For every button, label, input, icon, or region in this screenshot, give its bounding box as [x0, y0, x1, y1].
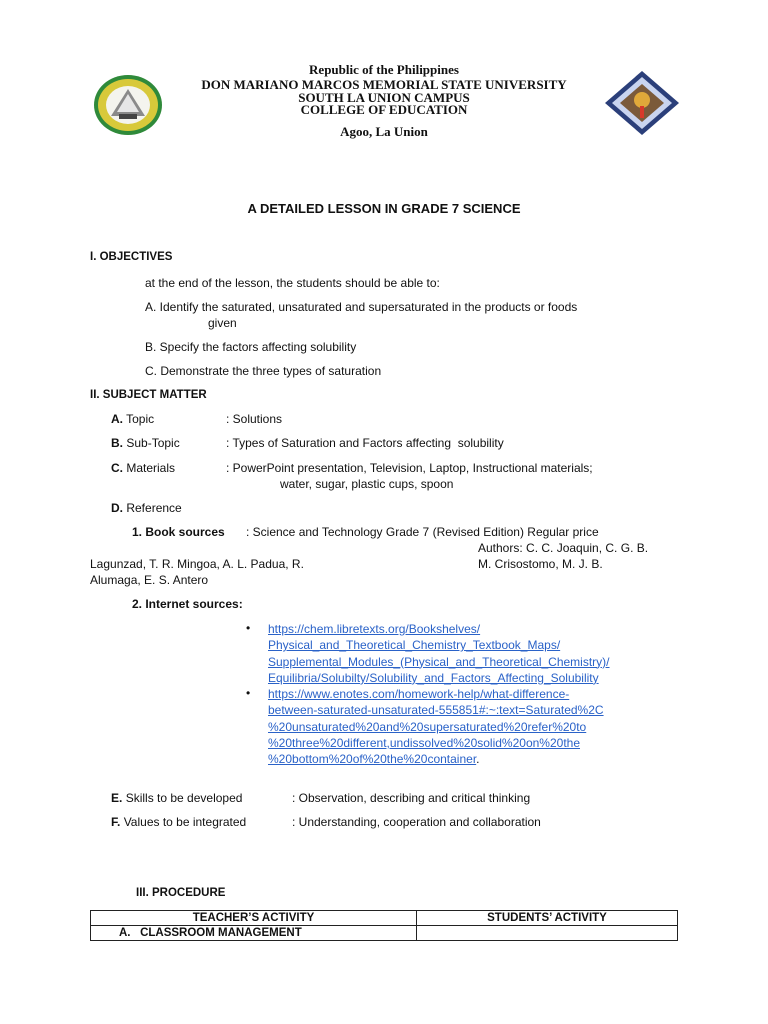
link-1-line-3[interactable]: Supplemental_Modules_(Physical_and_Theoretical_Chemistry)/ [268, 654, 610, 669]
subject-matter-heading: II. SUBJECT MATTER [90, 389, 207, 401]
subtopic-letter: B. [111, 436, 123, 450]
students-activity-header: STUDENTS’ ACTIVITY [417, 911, 678, 926]
topic-value: : Solutions [226, 412, 283, 426]
topic-row [111, 412, 154, 426]
values-row [111, 815, 246, 829]
bullet-1: • [246, 621, 251, 635]
procedure-heading: III. PROCEDURE [136, 887, 226, 899]
link-2-line-4[interactable]: %20three%20different,undissolved%20solid%20on%20the [268, 735, 580, 750]
materials-label: Materials [126, 461, 176, 475]
skills-value: : Observation, describing and critical thinking [292, 791, 531, 805]
authors-line-3: Alumaga, E. S. Antero [90, 573, 209, 587]
document-title: A DETAILED LESSON IN GRADE 7 SCIENCE [247, 201, 521, 216]
header-location: Agoo, La Union [340, 124, 428, 139]
procedure-table [90, 910, 678, 941]
objective-a: A. Identify the saturated, unsaturated and supersaturated in the products or foods [145, 300, 578, 314]
empty-cell [417, 926, 678, 941]
objectives-intro: at the end of the lesson, the students should be able to: [145, 276, 440, 290]
book-sources-value: : Science and Technology Grade 7 (Revised Edition) Regular price [246, 525, 599, 539]
authors-line-2b: M. Crisostomo, M. J. B. [478, 557, 603, 571]
link-2-line-5[interactable]: %20bottom%20of%20the%20container [268, 752, 477, 767]
values-letter: F. [111, 815, 121, 829]
classroom-management-cell: A. CLASSROOM MANAGEMENT [91, 926, 417, 941]
subtopic-value: : Types of Saturation and Factors affecting solubility [226, 436, 504, 450]
subtopic-label: Sub-Topic [126, 436, 180, 450]
subtopic-row [111, 436, 180, 450]
bullet-2: • [246, 686, 251, 700]
internet-link-2[interactable] [268, 686, 604, 767]
objective-c: C. Demonstrate the three types of saturation [145, 364, 382, 378]
link-1-line-4[interactable]: Equilibria/Solubilty/Solubility_and_Factors_Affecting_Solubility [268, 670, 599, 685]
materials-row [111, 461, 175, 475]
link-2-line-3[interactable]: %20unsaturated%20and%20supersaturated%20refer%20to [268, 719, 587, 734]
table-row [91, 926, 678, 941]
objective-b: B. Specify the factors affecting solubility [145, 340, 357, 354]
values-value: : Understanding, cooperation and collaboration [292, 815, 541, 829]
authors-line-1: Authors: C. C. Joaquin, C. G. B. [478, 541, 649, 555]
reference-letter: D. [111, 501, 123, 515]
internet-sources-label: 2. Internet sources: [132, 597, 243, 611]
skills-letter: E. [111, 791, 123, 805]
header-university: DON MARIANO MARCOS MEMORIAL STATE UNIVERSITY [201, 77, 567, 92]
header-college: COLLEGE OF EDUCATION [300, 102, 468, 117]
internet-link-1[interactable] [268, 621, 610, 686]
materials-value: : PowerPoint presentation, Television, Laptop, Instructional materials; [226, 461, 593, 475]
link-2-line-2[interactable]: between-saturated-unsaturated-555851#:~:text=Saturated%2C [268, 703, 604, 718]
topic-letter: A. [111, 412, 123, 426]
topic-label: Topic [126, 412, 155, 426]
book-sources-label: 1. Book sources [132, 525, 225, 539]
skills-label: Skills to be developed [125, 791, 243, 805]
reference-row [111, 501, 182, 515]
link-2-line-1[interactable]: https://www.enotes.com/homework-help/what-difference- [268, 687, 570, 701]
reference-label: Reference [126, 501, 182, 515]
objectives-heading: I. OBJECTIVES [90, 251, 173, 263]
table-header-row [91, 911, 678, 926]
link-1-line-1[interactable]: https://chem.libretexts.org/Bookshelves/ [268, 622, 481, 636]
header-campus: SOUTH LA UNION CAMPUS [298, 90, 470, 105]
materials-letter: C. [111, 461, 123, 475]
skills-row [111, 791, 242, 805]
link-1-line-2[interactable]: Physical_and_Theoretical_Chemistry_Textbook_Maps/ [268, 638, 561, 653]
header-republic: Republic of the Philippines [309, 62, 459, 77]
teachers-activity-header: TEACHER’S ACTIVITY [91, 911, 417, 926]
authors-line-2a: Lagunzad, T. R. Mingoa, A. L. Padua, R. [90, 557, 304, 571]
link-2-period: . [476, 752, 480, 767]
values-label: Values to be integrated [123, 815, 247, 829]
objective-a-cont: given [208, 316, 237, 330]
materials-value-cont: water, sugar, plastic cups, spoon [280, 477, 454, 491]
